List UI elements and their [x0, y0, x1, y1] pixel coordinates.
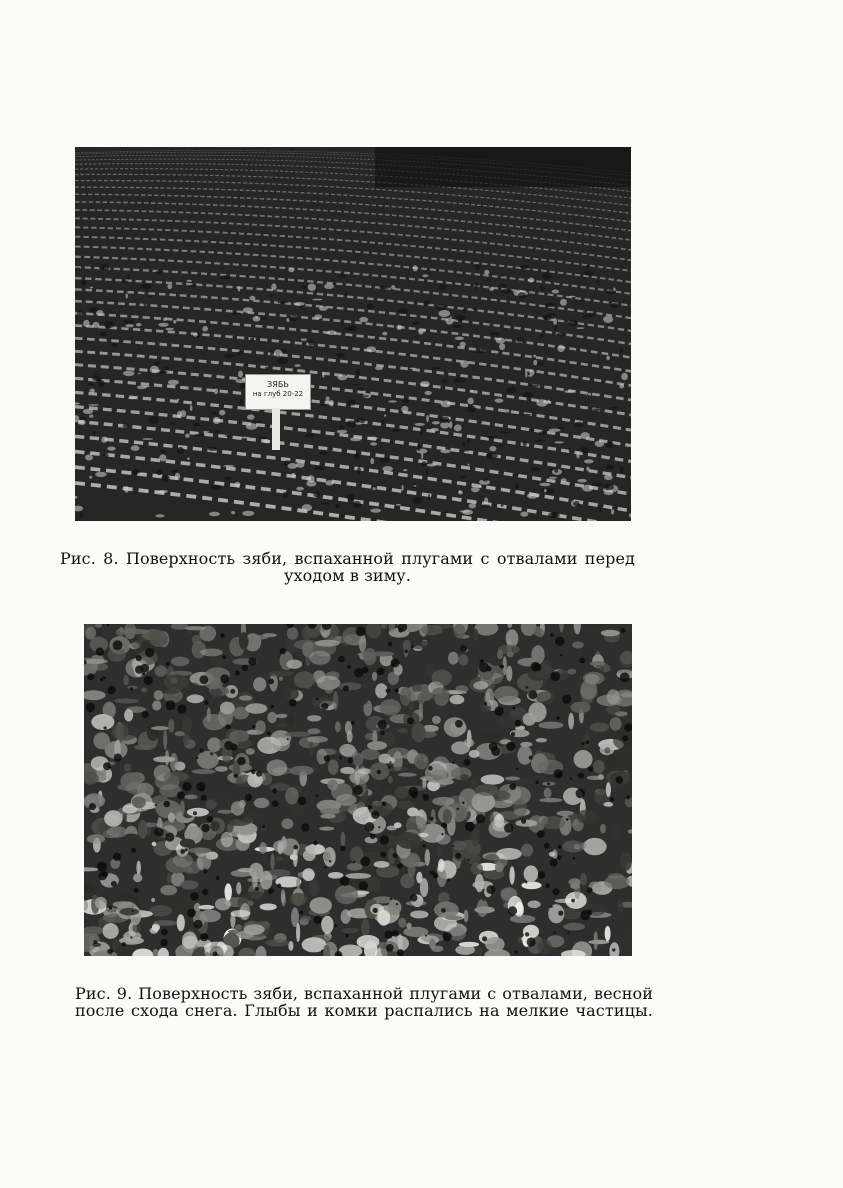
figure-9-caption-line-2: после схода снега. Глыбы и комки распались на мелкие частицы.	[75, 1001, 653, 1020]
field-sign-title: ЗЯБЬ	[267, 380, 289, 389]
soil-clods-image	[84, 624, 632, 956]
figure-9-caption-line-1: Рис. 9. Поверхность зяби, вспаханной плугами с отвалами, весной	[75, 984, 653, 1003]
figure-8-caption-line-2: уходом в зиму.	[284, 566, 411, 585]
field-sign	[245, 374, 311, 410]
figure-8-caption	[60, 550, 635, 584]
figure-8-caption-line-1: Рис. 8. Поверхность зяби, вспаханной плугами с отвалами перед	[60, 549, 635, 568]
plowed-field-photo	[75, 147, 631, 521]
soil-surface-photo	[84, 624, 632, 956]
figure-9-caption	[75, 985, 653, 1019]
field-furrows-image	[75, 147, 631, 521]
field-sign-depth: на глуб 20-22	[252, 390, 304, 399]
field-sign-post	[272, 408, 280, 450]
